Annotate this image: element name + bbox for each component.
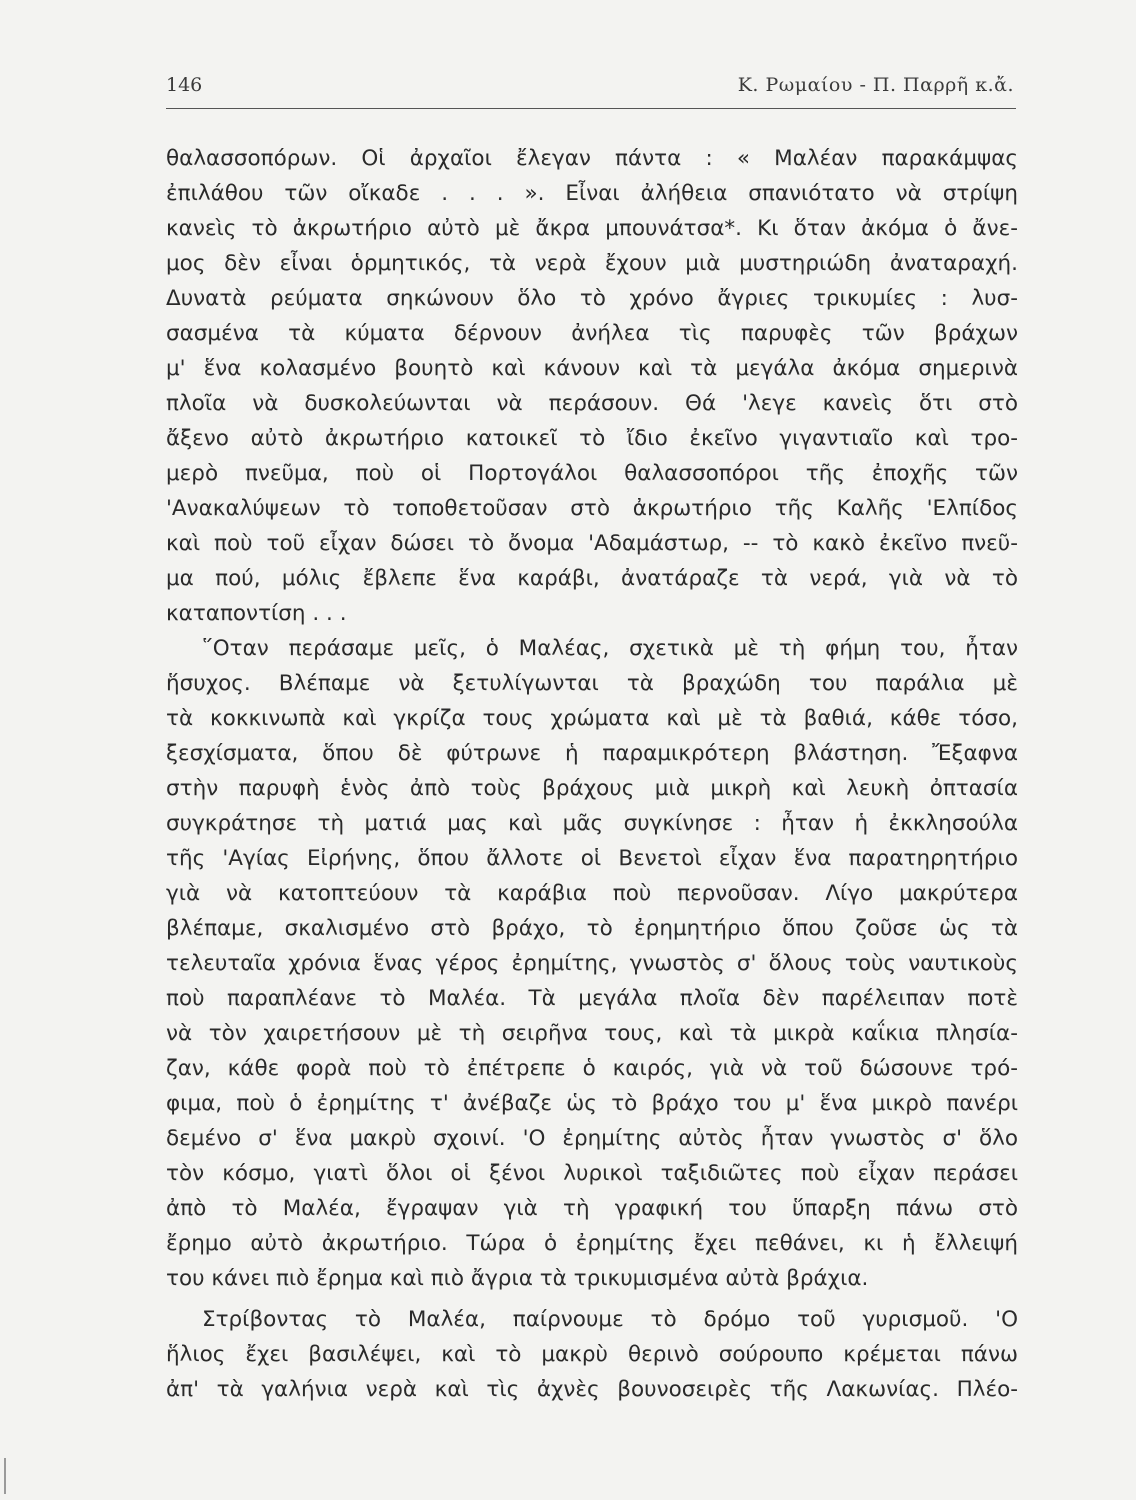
text-line: γιὰ νὰ κατοπτεύουν τὰ καράβια ποὺ περνοῦσαν. Λίγο μακρύτερα xyxy=(166,881,1018,906)
running-title: Κ. Ρωμαίου - Π. Παρρῆ κ.ἄ. xyxy=(737,74,1014,96)
text-line: ἥσυχος. Βλέπαμε νὰ ξετυλίγωνται τὰ βραχώδη του παράλια μὲ xyxy=(166,671,1018,696)
text-line: σασμένα τὰ κύματα δέρνουν ἀνήλεα τὶς παρυφὲς τῶν βράχων xyxy=(166,321,1018,346)
text-line: τὰ κοκκινωπὰ καὶ γκρίζα τους χρώματα καὶ μὲ τὰ βαθιά, κάθε τόσο, xyxy=(166,706,1018,731)
text-line: συγκράτησε τὴ ματιά μας καὶ μᾶς συγκίνησε : ἦταν ἡ ἐκκλησούλα xyxy=(166,811,1018,836)
text-line: δεμένο σ' ἕνα μακρὺ σχοινί. 'Ο ἐρημίτης αὐτὸς ἦταν γνωστὸς σ' ὅλο xyxy=(166,1126,1018,1151)
text-line: τὸν κόσμο, γιατὶ ὅλοι οἱ ξένοι λυρικοὶ ταξιδιῶτες ποὺ εἶχαν περάσει xyxy=(166,1161,1018,1186)
text-line: τελευταῖα χρόνια ἕνας γέρος ἐρημίτης, γνωστὸς σ' ὅλους τοὺς ναυτικοὺς xyxy=(166,951,1018,976)
text-line: φιμα, ποὺ ὁ ἐρημίτης τ' ἀνέβαζε ὡς τὸ βράχο του μ' ἕνα μικρὸ πανέρι xyxy=(166,1091,1018,1116)
text-line: καὶ ποὺ τοῦ εἶχαν δώσει τὸ ὄνομα 'Αδαμάστωρ, -- τὸ κακὸ ἐκεῖνο πνεῦ- xyxy=(166,531,1018,556)
text-line: νὰ τὸν χαιρετήσουν μὲ τὴ σειρῆνα τους, καὶ τὰ μικρὰ καΐκια πλησία- xyxy=(166,1021,1018,1046)
body-text xyxy=(166,141,1018,1407)
text-line: Στρίβοντας τὸ Μαλέα, παίρνουμε τὸ δρόμο τοῦ γυρισμοῦ. 'Ο xyxy=(202,1307,1018,1332)
text-line: μα πού, μόλις ἔβλεπε ἕνα καράβι, ἀνατάραζε τὰ νερά, γιὰ νὰ τὸ xyxy=(166,566,1018,591)
text-line: του κάνει πιὸ ἔρημα καὶ πιὸ ἄγρια τὰ τρικυμισμένα αὐτὰ βράχια. xyxy=(166,1266,869,1291)
text-line: μ' ἕνα κολασμένο βουητὸ καὶ κάνουν καὶ τὰ μεγάλα ἀκόμα σημερινὰ xyxy=(166,356,1018,381)
text-line: ἄξενο αὐτὸ ἀκρωτήριο κατοικεῖ τὸ ἴδιο ἐκεῖνο γιγαντιαῖο καὶ τρο- xyxy=(166,426,1018,451)
text-line: πλοῖα νὰ δυσκολεύωνται νὰ περάσουν. Θά 'λεγε κανεὶς ὅτι στὸ xyxy=(166,391,1018,416)
text-line: ῞Οταν περάσαμε μεῖς, ὁ Μαλέας, σχετικὰ μὲ τὴ φήμη του, ἦταν xyxy=(202,636,1018,661)
text-line: θαλασσοπόρων. Οἱ ἀρχαῖοι ἔλεγαν πάντα : « Μαλέαν παρακάμψας xyxy=(166,146,1018,171)
text-line: 'Ανακαλύψεων τὸ τοποθετοῦσαν στὸ ἀκρωτήριο τῆς Καλῆς 'Ελπίδος xyxy=(166,496,1018,521)
text-line: ξεσχίσματα, ὅπου δὲ φύτρωνε ἡ παραμικρότερη βλάστηση. Ἔξαφνα xyxy=(166,741,1018,766)
text-line: Δυνατὰ ρεύματα σηκώνουν ὅλο τὸ χρόνο ἄγριες τρικυμίες : λυσ- xyxy=(166,286,1018,311)
text-line: τῆς 'Αγίας Εἰρήνης, ὅπου ἄλλοτε οἱ Βενετοὶ εἶχαν ἕνα παρατηρητήριο xyxy=(166,846,1018,871)
running-header xyxy=(166,74,1016,104)
scan-edge-mark xyxy=(4,1458,6,1494)
text-line: ἔρημο αὐτὸ ἀκρωτήριο. Τώρα ὁ ἐρημίτης ἔχει πεθάνει, κι ἡ ἔλλειψή xyxy=(166,1231,1018,1256)
text-line: μος δὲν εἶναι ὁρμητικός, τὰ νερὰ ἔχουν μιὰ μυστηριώδη ἀναταραχή. xyxy=(166,251,1018,276)
text-line: ἀπὸ τὸ Μαλέα, ἔγραψαν γιὰ τὴ γραφική του ὕπαρξη πάνω στὸ xyxy=(166,1196,1018,1221)
text-line: ἀπ' τὰ γαλήνια νερὰ καὶ τὶς ἀχνὲς βουνοσειρὲς τῆς Λακωνίας. Πλέο- xyxy=(166,1377,1018,1402)
text-line: ποὺ παραπλέανε τὸ Μαλέα. Τὰ μεγάλα πλοῖα δὲν παρέλειπαν ποτὲ xyxy=(166,986,1018,1011)
text-line: βλέπαμε, σκαλισμένο στὸ βράχο, τὸ ἐρημητήριο ὅπου ζοῦσε ὡς τὰ xyxy=(166,916,1018,941)
text-line: καταποντίση . . . xyxy=(166,601,347,626)
text-line: κανεὶς τὸ ἀκρωτήριο αὐτὸ μὲ ἄκρα μπουνάτσα*. Κι ὅταν ἀκόμα ὁ ἄνε- xyxy=(166,216,1018,241)
text-line: στὴν παρυφὴ ἑνὸς ἀπὸ τοὺς βράχους μιὰ μικρὴ καὶ λευκὴ ὀπτασία xyxy=(166,776,1018,801)
text-line: ἥλιος ἔχει βασιλέψει, καὶ τὸ μακρὺ θερινὸ σούρουπο κρέμεται πάνω xyxy=(166,1342,1018,1367)
text-line: ἐπιλάθου τῶν οἴκαδε . . . ». Εἶναι ἀλήθεια σπανιότατο νὰ στρίψη xyxy=(166,181,1018,206)
text-line: ζαν, κάθε φορὰ ποὺ τὸ ἐπέτρεπε ὁ καιρός, γιὰ νὰ τοῦ δώσουνε τρό- xyxy=(166,1056,1018,1081)
header-rule xyxy=(166,108,1016,109)
page-number: 146 xyxy=(166,74,203,96)
text-line: μερὸ πνεῦμα, ποὺ οἱ Πορτογάλοι θαλασσοπόροι τῆς ἐποχῆς τῶν xyxy=(166,461,1018,486)
